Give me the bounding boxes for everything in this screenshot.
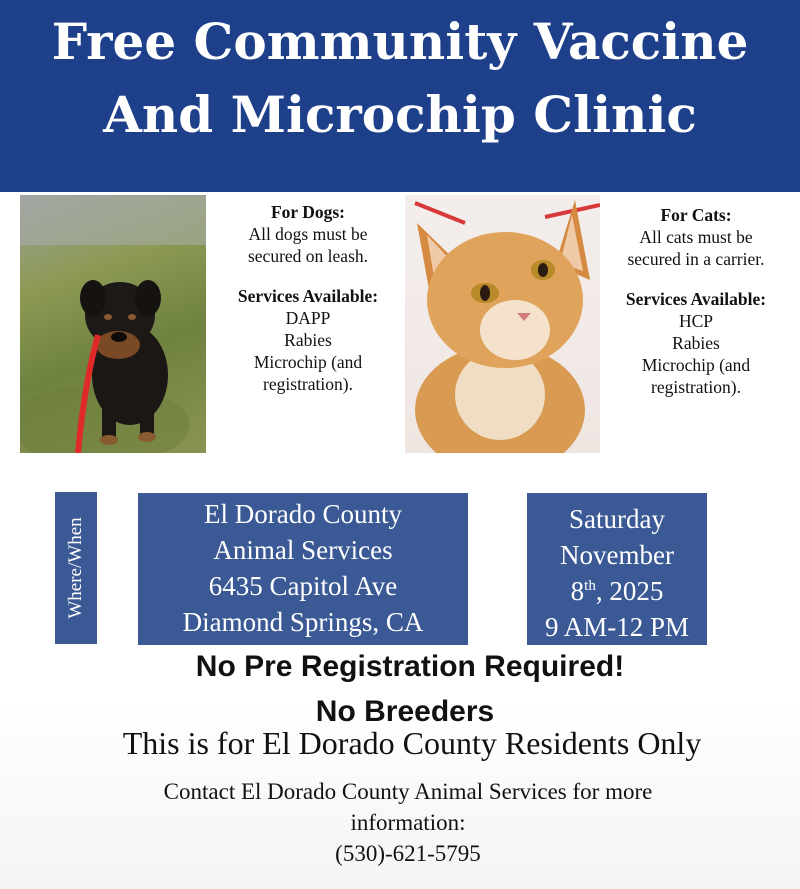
location-line: 6435 Capitol Ave [208, 571, 398, 601]
dogs-rule-line: secured on leash. [247, 246, 369, 266]
event-date-number: 8 [570, 576, 585, 606]
dogs-service-item: Microchip (and [253, 352, 363, 372]
location-line: Diamond Springs, CA [182, 607, 424, 637]
event-day: Saturday [569, 504, 665, 534]
dog-illustration [20, 195, 206, 453]
header-banner [0, 0, 800, 192]
cats-heading: For Cats: [660, 205, 732, 225]
event-month: November [560, 540, 674, 570]
dogs-service-item: Rabies [284, 330, 332, 350]
cat-info [596, 204, 796, 398]
cats-service-item: Microchip (and [641, 355, 751, 375]
where-when-tag [55, 492, 97, 644]
event-time: 9 AM-12 PM [544, 612, 690, 642]
cats-rule-line: secured in a carrier. [627, 249, 765, 269]
event-date-suffix: th [584, 578, 596, 594]
location-line: El Dorado County [204, 499, 402, 529]
dogs-heading: For Dogs: [270, 202, 346, 222]
no-preregistration-note: No Pre Registration Required! [195, 650, 625, 683]
date-box [527, 493, 707, 645]
event-year: , 2025 [595, 576, 664, 606]
dogs-rule-line: All dogs must be [248, 224, 368, 244]
cats-service-item: registration). [651, 377, 741, 397]
cat-illustration [405, 195, 600, 453]
where-when-label: Where/When [65, 517, 86, 619]
dogs-services-heading: Services Available: [237, 286, 379, 306]
dog-info [208, 201, 408, 395]
contact-info [8, 776, 800, 869]
cats-rule-line: All cats must be [639, 227, 753, 247]
no-breeders-note: No Breeders [315, 695, 495, 728]
residents-only-note: This is for El Dorado County Residents Only [122, 725, 702, 761]
location-line: Animal Services [213, 535, 393, 565]
cats-service-item: HCP [678, 311, 714, 331]
title-line-2: And Microchip Clinic [103, 85, 697, 144]
contact-line: Contact El Dorado County Animal Services for more [163, 779, 653, 804]
dogs-service-item: registration). [263, 374, 353, 394]
location-box [138, 493, 468, 645]
cats-service-item: Rabies [672, 333, 720, 353]
contact-phone: (530)-621-5795 [335, 841, 481, 866]
cat-photo [405, 195, 600, 453]
title-line-1: Free Community Vaccine [51, 12, 749, 71]
contact-line: information: [350, 810, 466, 835]
dog-photo [20, 195, 206, 453]
cats-services-heading: Services Available: [625, 289, 767, 309]
dogs-service-item: DAPP [285, 308, 331, 328]
event-date [527, 573, 707, 609]
